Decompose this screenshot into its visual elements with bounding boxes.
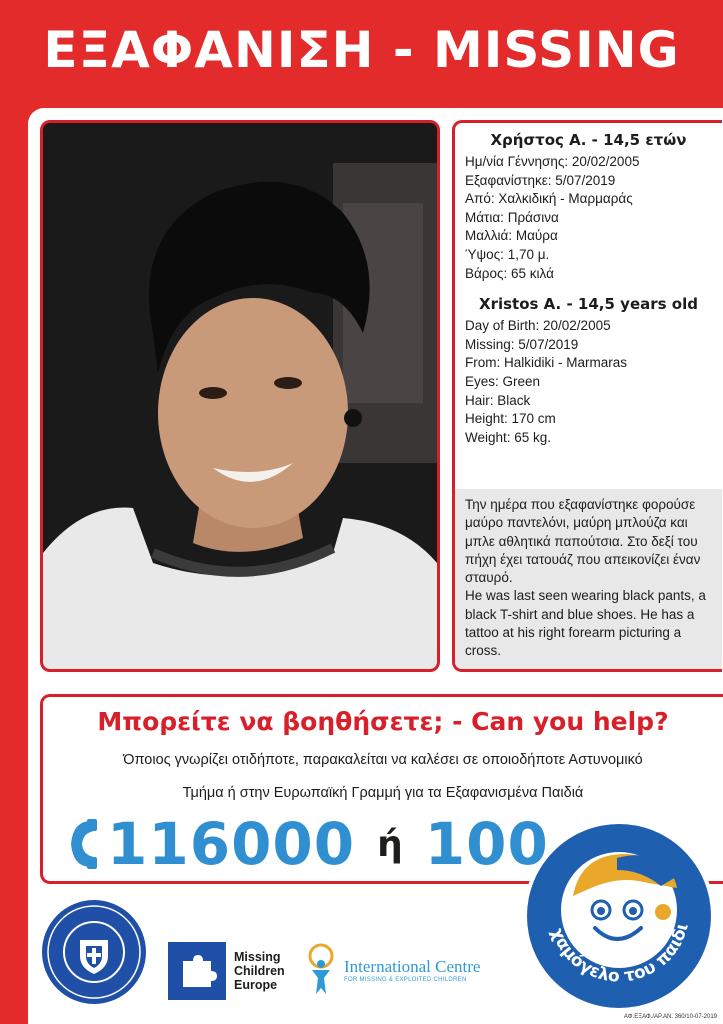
hair-english: Hair: Black xyxy=(465,392,531,408)
header-banner xyxy=(0,0,723,100)
icmec-name: International Centre xyxy=(344,957,481,976)
help-text-line2: Τμήμα ή στην Ευρωπαϊκή Γραμμή για τα Εξαφανισμένα Παιδιά xyxy=(182,785,584,801)
smile-child-logo-icon xyxy=(521,818,717,1014)
puzzle-icon xyxy=(168,942,226,1000)
reference-number: ΑΦ.ΕΞΑΦ./ΑΡ.ΑΝ. 360/10-07-2019 xyxy=(623,1014,717,1020)
or-separator: ή xyxy=(377,823,403,865)
icmec-logo xyxy=(304,942,480,998)
dob-english: Day of Birth: 20/02/2005 xyxy=(465,318,611,334)
missing-date-english: Missing: 5/07/2019 xyxy=(465,336,579,352)
missing-date-greek: Εξαφανίστηκε: 5/07/2019 xyxy=(465,172,616,188)
details-greek xyxy=(455,123,722,283)
page-title: ΕΞΑΦΑΝΙΣΗ - MISSING xyxy=(43,21,680,79)
description-english: He was last seen wearing black pants, a black T-shirt and blue shoes. He has a tattoo at his right forearm picturing a cross. xyxy=(465,588,706,659)
from-greek: Από: Χαλκιδική - Μαρμαράς xyxy=(465,191,633,207)
mce-line1: Missing xyxy=(234,950,281,964)
name-english: Xristos A. - 14,5 years old xyxy=(479,295,698,314)
clothing-description xyxy=(455,489,722,672)
height-greek: Ύψος: 1,70 μ. xyxy=(465,246,550,262)
weight-english: Weight: 65 kg. xyxy=(465,429,552,445)
hellenic-police-logo xyxy=(40,898,148,1006)
missing-children-europe-logo xyxy=(168,942,285,1000)
portrait-image xyxy=(43,123,437,669)
icmec-figure-icon xyxy=(304,942,338,998)
dob-greek: Ημ/νία Γέννησης: 20/02/2005 xyxy=(465,154,640,169)
smile-of-the-child-badge xyxy=(521,818,717,1014)
police-number[interactable]: 100 xyxy=(424,810,549,878)
from-english: From: Halkidiki - Marmaras xyxy=(465,355,628,371)
details-english xyxy=(455,283,722,447)
eyes-english: Eyes: Green xyxy=(465,373,541,389)
help-headline: Μπορείτε να βοηθήσετε; - Can you help? xyxy=(97,707,669,736)
description-greek: Την ημέρα που εξαφανίστηκε φορούσε μαύρο παντελόνι, μαύρη μπλούζα και μπλε αθλητικά παπούτσια. Στο δεξί του πήχη έχει τατουάζ που απεικονίζει έναν σταυρό. xyxy=(465,497,701,586)
height-english: Height: 170 cm xyxy=(465,411,556,427)
phone-icon xyxy=(61,817,99,871)
mce-line3: Europe xyxy=(234,978,278,992)
icmec-subtitle: FOR MISSING & EXPLOITED CHILDREN xyxy=(344,977,467,983)
hair-greek: Μαλλιά: Μαύρα xyxy=(465,228,558,244)
mce-text xyxy=(234,950,285,992)
eyes-greek: Μάτια: Πράσινα xyxy=(465,209,559,225)
person-details-panel xyxy=(452,120,722,672)
police-emblem-icon xyxy=(40,898,148,1006)
help-text-line1: Όποιος γνωρίζει οτιδήποτε, παρακαλείται να καλέσει σε οποιοδήποτε Αστυνομικό xyxy=(123,752,643,768)
mce-line2: Children xyxy=(234,964,285,978)
missing-person-photo xyxy=(40,120,440,672)
name-greek: Χρήστος Α. - 14,5 ετών xyxy=(490,131,687,149)
badge-text: χαμόγελο του παιδι xyxy=(546,921,693,987)
phone-numbers xyxy=(61,810,549,878)
hotline-number[interactable]: 116000 xyxy=(107,810,356,878)
weight-greek: Βάρος: 65 κιλά xyxy=(465,265,554,281)
